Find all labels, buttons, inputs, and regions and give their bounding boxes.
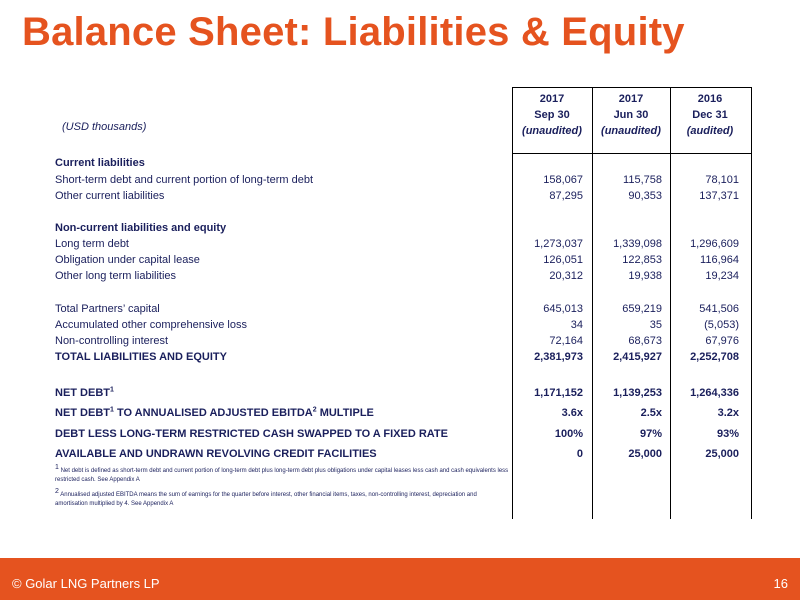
section-header-current (55, 157, 755, 173)
cell-value: 19,234 (705, 270, 739, 282)
cell-value: 19,938 (628, 270, 662, 282)
footnote-mark: 2 (55, 488, 59, 495)
footnote (55, 488, 510, 509)
row-label: Other long term liabilities (55, 270, 177, 282)
cell-value: 3.6x (561, 407, 583, 419)
cell-value: 659,219 (622, 303, 662, 315)
section-label: Current liabilities (55, 157, 145, 169)
column-header (592, 91, 670, 139)
metric-row (55, 428, 755, 444)
units-label: (USD thousands) (62, 121, 147, 133)
table-row (55, 335, 755, 351)
metric-row (55, 387, 755, 403)
table-top-border (512, 87, 752, 88)
column-date: Jun 30 (613, 109, 649, 121)
cell-value: 87,295 (549, 190, 583, 202)
metric-label-text: MULTIPLE (316, 407, 374, 419)
section-label: Non-current liabilities and equity (55, 222, 227, 234)
cell-value: 97% (639, 428, 662, 440)
metric-label-text: TO ANNUALISED ADJUSTED EBITDA (113, 407, 313, 419)
cell-value: 68,673 (628, 335, 662, 347)
row-label: Accumulated other comprehensive loss (55, 319, 247, 331)
cell-value: 1,273,037 (534, 238, 583, 250)
cell-value: 3.2x (717, 407, 739, 419)
cell-value: 2,415,927 (613, 351, 662, 363)
cell-value: 126,051 (543, 254, 583, 266)
cell-value: 137,371 (699, 190, 739, 202)
footnote (55, 464, 510, 485)
row-label: Long term debt (55, 238, 129, 250)
row-label: DEBT LESS LONG-TERM RESTRICTED CASH SWAPPED TO A FIXED RATE (55, 428, 448, 440)
cell-value: 2.5x (640, 407, 662, 419)
section-header-noncurrent (55, 222, 755, 238)
footnote-mark: 1 (55, 464, 59, 471)
table-row (55, 270, 755, 286)
column-date: Dec 31 (692, 109, 728, 121)
metric-label-text: NET DEBT (55, 407, 110, 419)
cell-value: 90,353 (628, 190, 662, 202)
row-label: AVAILABLE AND UNDRAWN REVOLVING CREDIT FACILITIES (55, 448, 377, 460)
column-status: (unaudited) (601, 125, 661, 137)
cell-value: 20,312 (549, 270, 583, 282)
cell-value: 1,171,152 (534, 387, 583, 399)
row-label: Obligation under capital lease (55, 254, 200, 266)
column-status: (audited) (686, 125, 734, 137)
row-label: TOTAL LIABILITIES AND EQUITY (55, 351, 227, 363)
cell-value: 67,976 (705, 335, 739, 347)
column-header (513, 91, 591, 139)
table-row (55, 303, 755, 319)
cell-value: 34 (570, 319, 583, 331)
table-row (55, 319, 755, 335)
row-label: Other current liabilities (55, 190, 165, 202)
column-status: (unaudited) (522, 125, 582, 137)
metric-row (55, 407, 755, 423)
row-label: Total Partners’ capital (55, 303, 160, 315)
table-row (55, 238, 755, 254)
footnote-ref: 2 (312, 406, 317, 414)
cell-value: 93% (716, 428, 739, 440)
column-header (671, 91, 749, 139)
cell-value: (5,053) (704, 319, 739, 331)
copyright: © Golar LNG Partners LP (12, 576, 160, 591)
cell-value: 541,506 (699, 303, 739, 315)
table-header-divider (512, 153, 752, 154)
cell-value: 116,964 (700, 254, 739, 266)
column-year: 2017 (539, 93, 565, 105)
column-date: Sep 30 (534, 109, 570, 121)
total-row (55, 351, 755, 367)
page-title: Balance Sheet: Liabilities & Equity (22, 10, 685, 54)
cell-value: 115,758 (623, 174, 662, 186)
row-label (55, 407, 374, 419)
cell-value: 2,381,973 (534, 351, 583, 363)
row-label: Short-term debt and current portion of long-term debt (55, 174, 314, 186)
cell-value: 158,067 (543, 174, 583, 186)
footnote-ref: 1 (110, 406, 114, 414)
cell-value: 1,139,253 (613, 387, 662, 399)
column-year: 2016 (697, 93, 723, 105)
table-row (55, 254, 755, 270)
cell-value: 1,264,336 (690, 387, 739, 399)
cell-value: 25,000 (628, 448, 662, 460)
row-label: Non-controlling interest (55, 335, 169, 347)
cell-value: 2,252,708 (690, 351, 739, 363)
cell-value: 1,296,609 (690, 238, 739, 250)
page-number: 16 (773, 576, 788, 591)
footnote-text: Annualised adjusted EBITDA means the sum of earnings for the quarter before interest, other financial items, taxes, non-controlling interest, depreciation and amortisation multiplied by 4. See Appendix A (55, 492, 477, 507)
footnote-ref: 1 (110, 386, 114, 394)
cell-value: 35 (649, 319, 662, 331)
cell-value: 25,000 (705, 448, 739, 460)
cell-value: 72,164 (549, 335, 583, 347)
footnote-text: Net debt is defined as short-term debt and current portion of long-term debt plus long-term debt plus obligations under capital leases less cash and cash equivalents less restricted cash. See Appendix A (55, 468, 509, 483)
metric-label-text: NET DEBT (55, 387, 110, 399)
cell-value: 0 (576, 448, 583, 460)
column-year: 2017 (618, 93, 644, 105)
cell-value: 78,101 (705, 174, 739, 186)
cell-value: 100% (554, 428, 583, 440)
cell-value: 645,013 (543, 303, 583, 315)
metric-row (55, 448, 755, 464)
cell-value: 122,853 (622, 254, 662, 266)
table-row (55, 174, 755, 190)
table-row (55, 190, 755, 206)
row-label (55, 387, 114, 399)
cell-value: 1,339,098 (613, 238, 662, 250)
